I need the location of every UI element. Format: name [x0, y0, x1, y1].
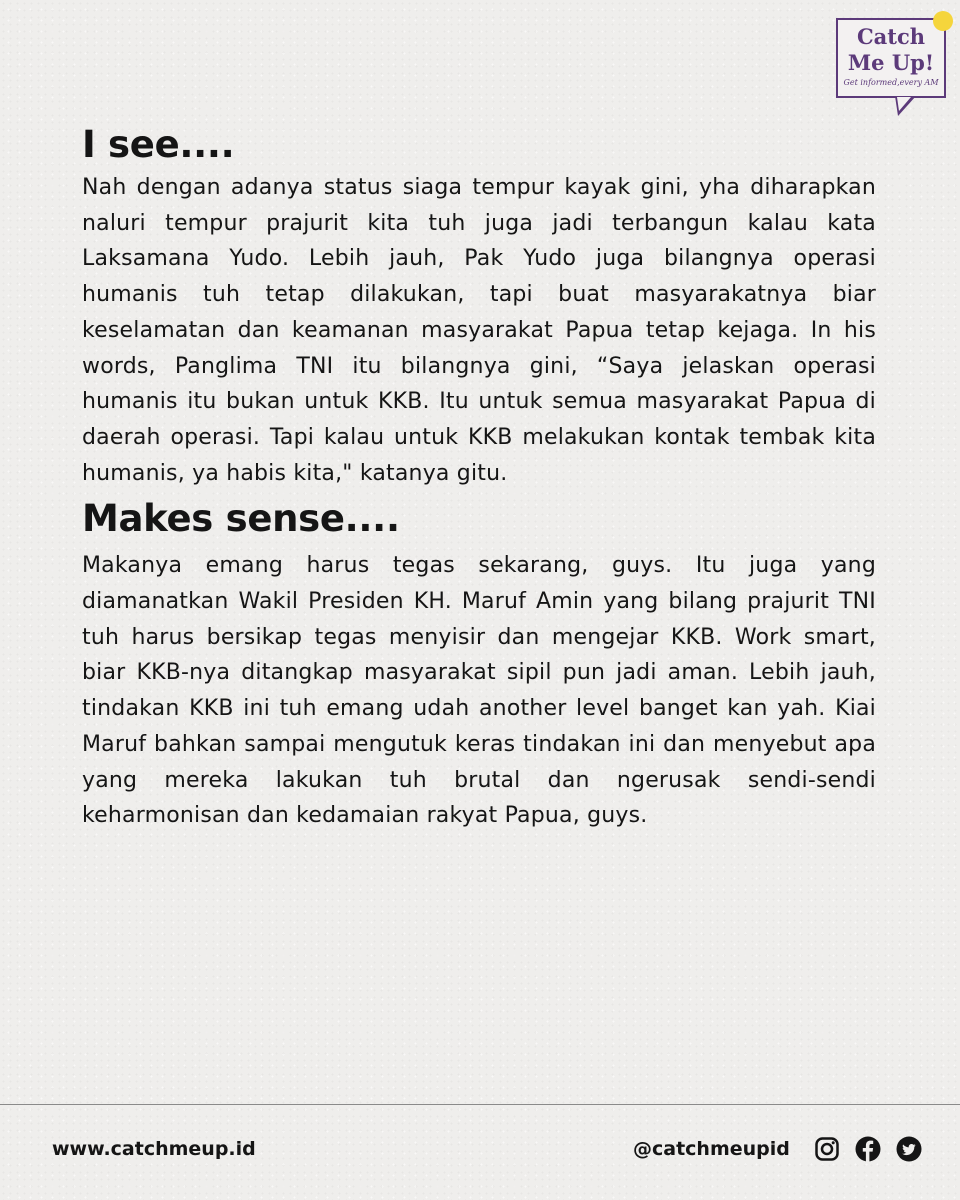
section-body-i-see: Nah dengan adanya status siaga tempur kayak gini, yha diharapkan naluri tempur prajurit kita tuh juga jadi terbangun kalau kata Laksamana Yudo. Lebih jauh, Pak Yudo juga bilangnya operasi humanis tuh tetap dilakukan, tapi buat masyarakatnya biar keselamatan dan keamanan masyarakat Papua tetap kejaga. In his words, Panglima TNI itu bilangnya gini, “Saya jelaskan operasi humanis itu bukan untuk KKB. Itu untuk semua masyarakat Papua di daerah operasi. Tapi kalau untuk KKB melakukan kontak tembak kita humanis, ya habis kita," katanya gitu.	[82, 175, 876, 486]
instagram-icon[interactable]	[814, 1136, 840, 1162]
social-handle[interactable]: @catchmeupid	[633, 1138, 790, 1160]
twitter-icon[interactable]	[896, 1136, 922, 1162]
catch-me-up-logo	[836, 18, 946, 98]
logo-speech-tail-inner	[897, 97, 911, 111]
facebook-icon[interactable]	[855, 1136, 881, 1162]
logo-yellow-dot	[933, 11, 953, 31]
section-heading-i-see: I see....	[82, 123, 235, 166]
section-heading-makes-sense: Makes sense....	[82, 497, 400, 541]
logo-tagline: Get informed,every AM	[843, 78, 939, 87]
website-link[interactable]: www.catchmeup.id	[52, 1138, 256, 1160]
footer-divider	[0, 1104, 960, 1105]
section-body-makes-sense: Makanya emang harus tegas sekarang, guys. Itu juga yang diamanatkan Wakil Presiden KH. Maruf Amin yang bilang prajurit TNI tuh harus bersikap tegas menyisir dan mengejar KKB. Work smart, biar KKB-nya ditangkap masyarakat sipil pun jadi aman. Lebih jauh, tindakan KKB ini tuh emang udah another level banget kan yah. Kiai Maruf bahkan sampai mengutuk keras tindakan ini dan menyebut apa yang mereka lakukan tuh brutal dan ngerusak sendi-sendi keharmonisan dan kedamaian rakyat Papua, guys.	[82, 553, 876, 829]
article-content	[82, 120, 876, 834]
logo-title: Catch Me Up!	[847, 24, 935, 75]
